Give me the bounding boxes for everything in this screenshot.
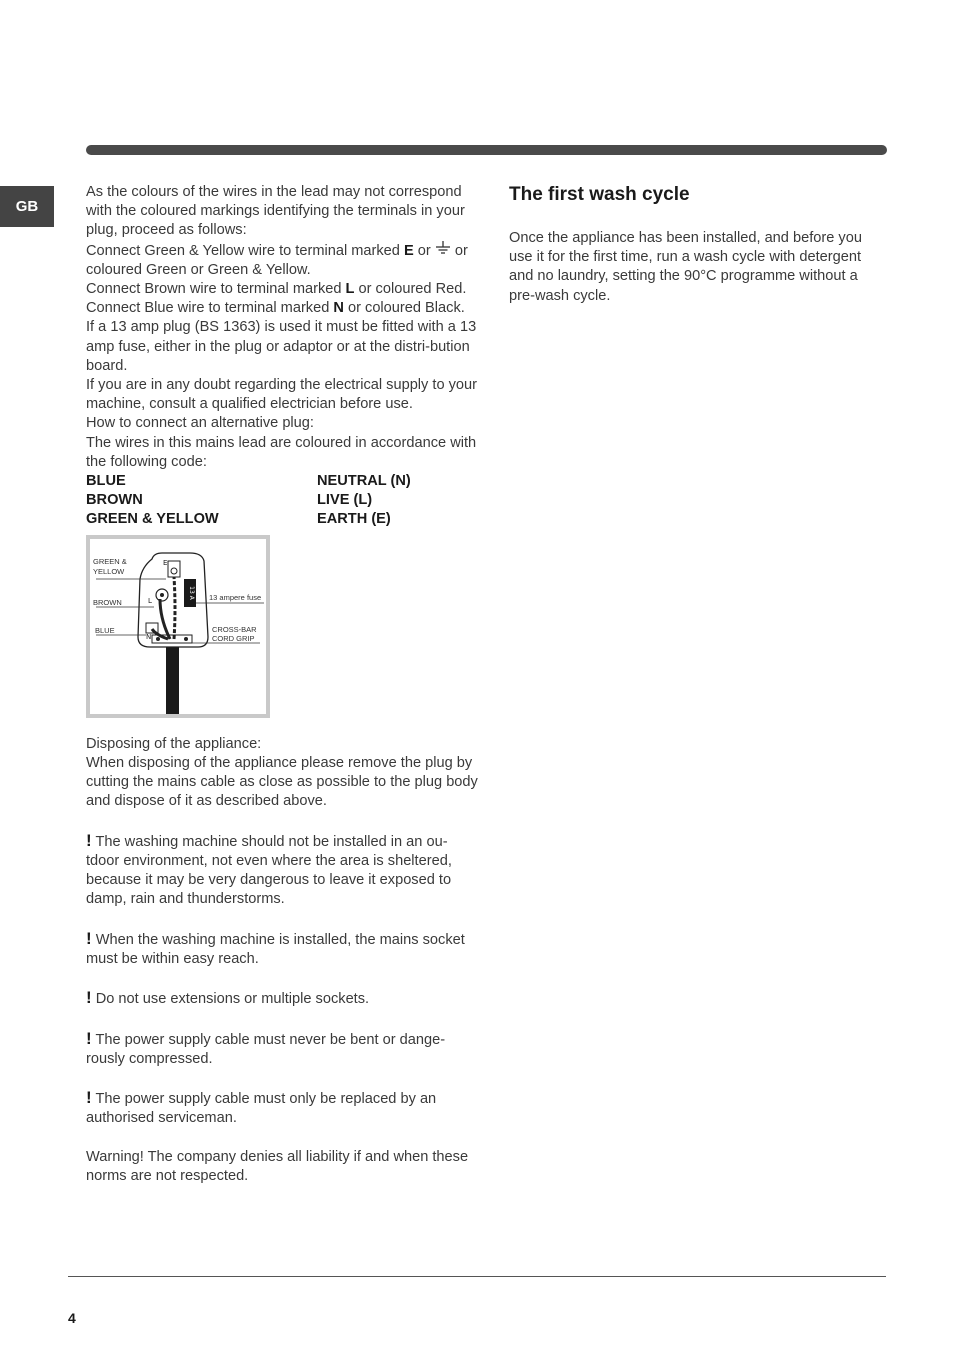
- warning-icon: !: [86, 830, 92, 850]
- svg-text:N: N: [146, 632, 152, 641]
- fuse-text: If a 13 amp plug (BS 1363) is used it must be fitted with a 13 amp fuse, either in the plug or adaptor or at the distri-bution board.: [86, 319, 477, 374]
- plug-wiring-diagram: [86, 535, 270, 718]
- disposing-text: When disposing of the appliance please remove the plug by cutting the mains cable as close as possible to the plug body and dispose of it as described above.: [86, 754, 478, 810]
- warning-cable-replace: ! The power supply cable must only be replaced by an authorised serviceman.: [86, 1088, 437, 1127]
- warning-icon: !: [86, 928, 92, 948]
- label-crossbar: CROSS-BAR: [212, 624, 257, 634]
- svg-text:YELLOW: YELLOW: [93, 566, 125, 576]
- wiring-intro: As the colours of the wires in the lead may not correspond with the coloured markings identifying the terminals in your plug, proceed as follows:: [86, 184, 465, 239]
- footer-rule: [68, 1276, 886, 1277]
- code-intro: The wires in this mains lead are coloured in accordance with the following code:: [86, 434, 477, 470]
- label-brown: BROWN: [93, 597, 122, 607]
- first-wash-text: Once the appliance has been installed, and before you use it for the first time, run a wash cycle with detergent and no laundry, setting the 90°C programme without a pre-wash cycle.: [509, 230, 862, 304]
- blue-instruction: Connect Blue wire to terminal marked N or coloured Black.: [86, 300, 465, 317]
- warning-icon: !: [86, 988, 92, 1008]
- warning-extensions: ! Do not use extensions or multiple sockets.: [86, 988, 370, 1008]
- warning-socket: ! When the washing machine is installed, the mains socket must be within easy reach.: [86, 928, 465, 967]
- svg-text:13 A: 13 A: [188, 585, 195, 600]
- language-tab: GB: [0, 186, 54, 227]
- left-column: [86, 183, 478, 1186]
- warning-icon: !: [86, 1088, 92, 1108]
- warning-cable-bent: ! The power supply cable must never be bent or dange-rously compressed.: [86, 1028, 446, 1067]
- wire-row: BLUE NEUTRAL (N): [86, 473, 411, 490]
- plug-diagram-svg: [90, 539, 266, 714]
- alternative-plug-heading: How to connect an alternative plug:: [86, 415, 314, 432]
- label-green-yellow: GREEN &: [93, 556, 127, 566]
- liability-warning: Warning! The company denies all liability if and when these norms are not respected.: [86, 1148, 469, 1185]
- svg-text:E: E: [163, 558, 168, 567]
- wire-row: GREEN & YELLOW EARTH (E): [86, 511, 391, 528]
- doubt-text: If you are in any doubt regarding the electrical supply to your machine, consult a qualified electrician before use.: [86, 377, 478, 413]
- right-column: [509, 183, 879, 306]
- page-number: 4: [68, 1310, 76, 1326]
- warning-icon: !: [86, 1028, 92, 1048]
- green-yellow-instruction: Connect Green & Yellow wire to terminal marked E or or coloured Green or Green & Yellow.: [86, 242, 468, 278]
- brown-instruction: Connect Brown wire to terminal marked L or coloured Red.: [86, 281, 467, 298]
- earth-symbol-icon: [435, 241, 451, 261]
- wire-row: BROWN LIVE (L): [86, 492, 373, 509]
- header-rule: [86, 145, 887, 155]
- label-fuse: 13 ampere fuse: [209, 592, 262, 602]
- disposing-heading: Disposing of the appliance:: [86, 735, 262, 752]
- wire-code-table: [86, 472, 478, 530]
- warning-outdoor: ! The washing machine should not be installed in an ou-tdoor environment, not even where the area is sheltered, because it may be very dangerous to leave it exposed to damp, rain and thunderstorms.: [86, 830, 452, 908]
- label-blue: BLUE: [95, 625, 115, 635]
- section-title: The first wash cycle: [509, 184, 690, 205]
- svg-text:L: L: [148, 596, 152, 605]
- svg-text:CORD GRIP: CORD GRIP: [212, 633, 255, 643]
